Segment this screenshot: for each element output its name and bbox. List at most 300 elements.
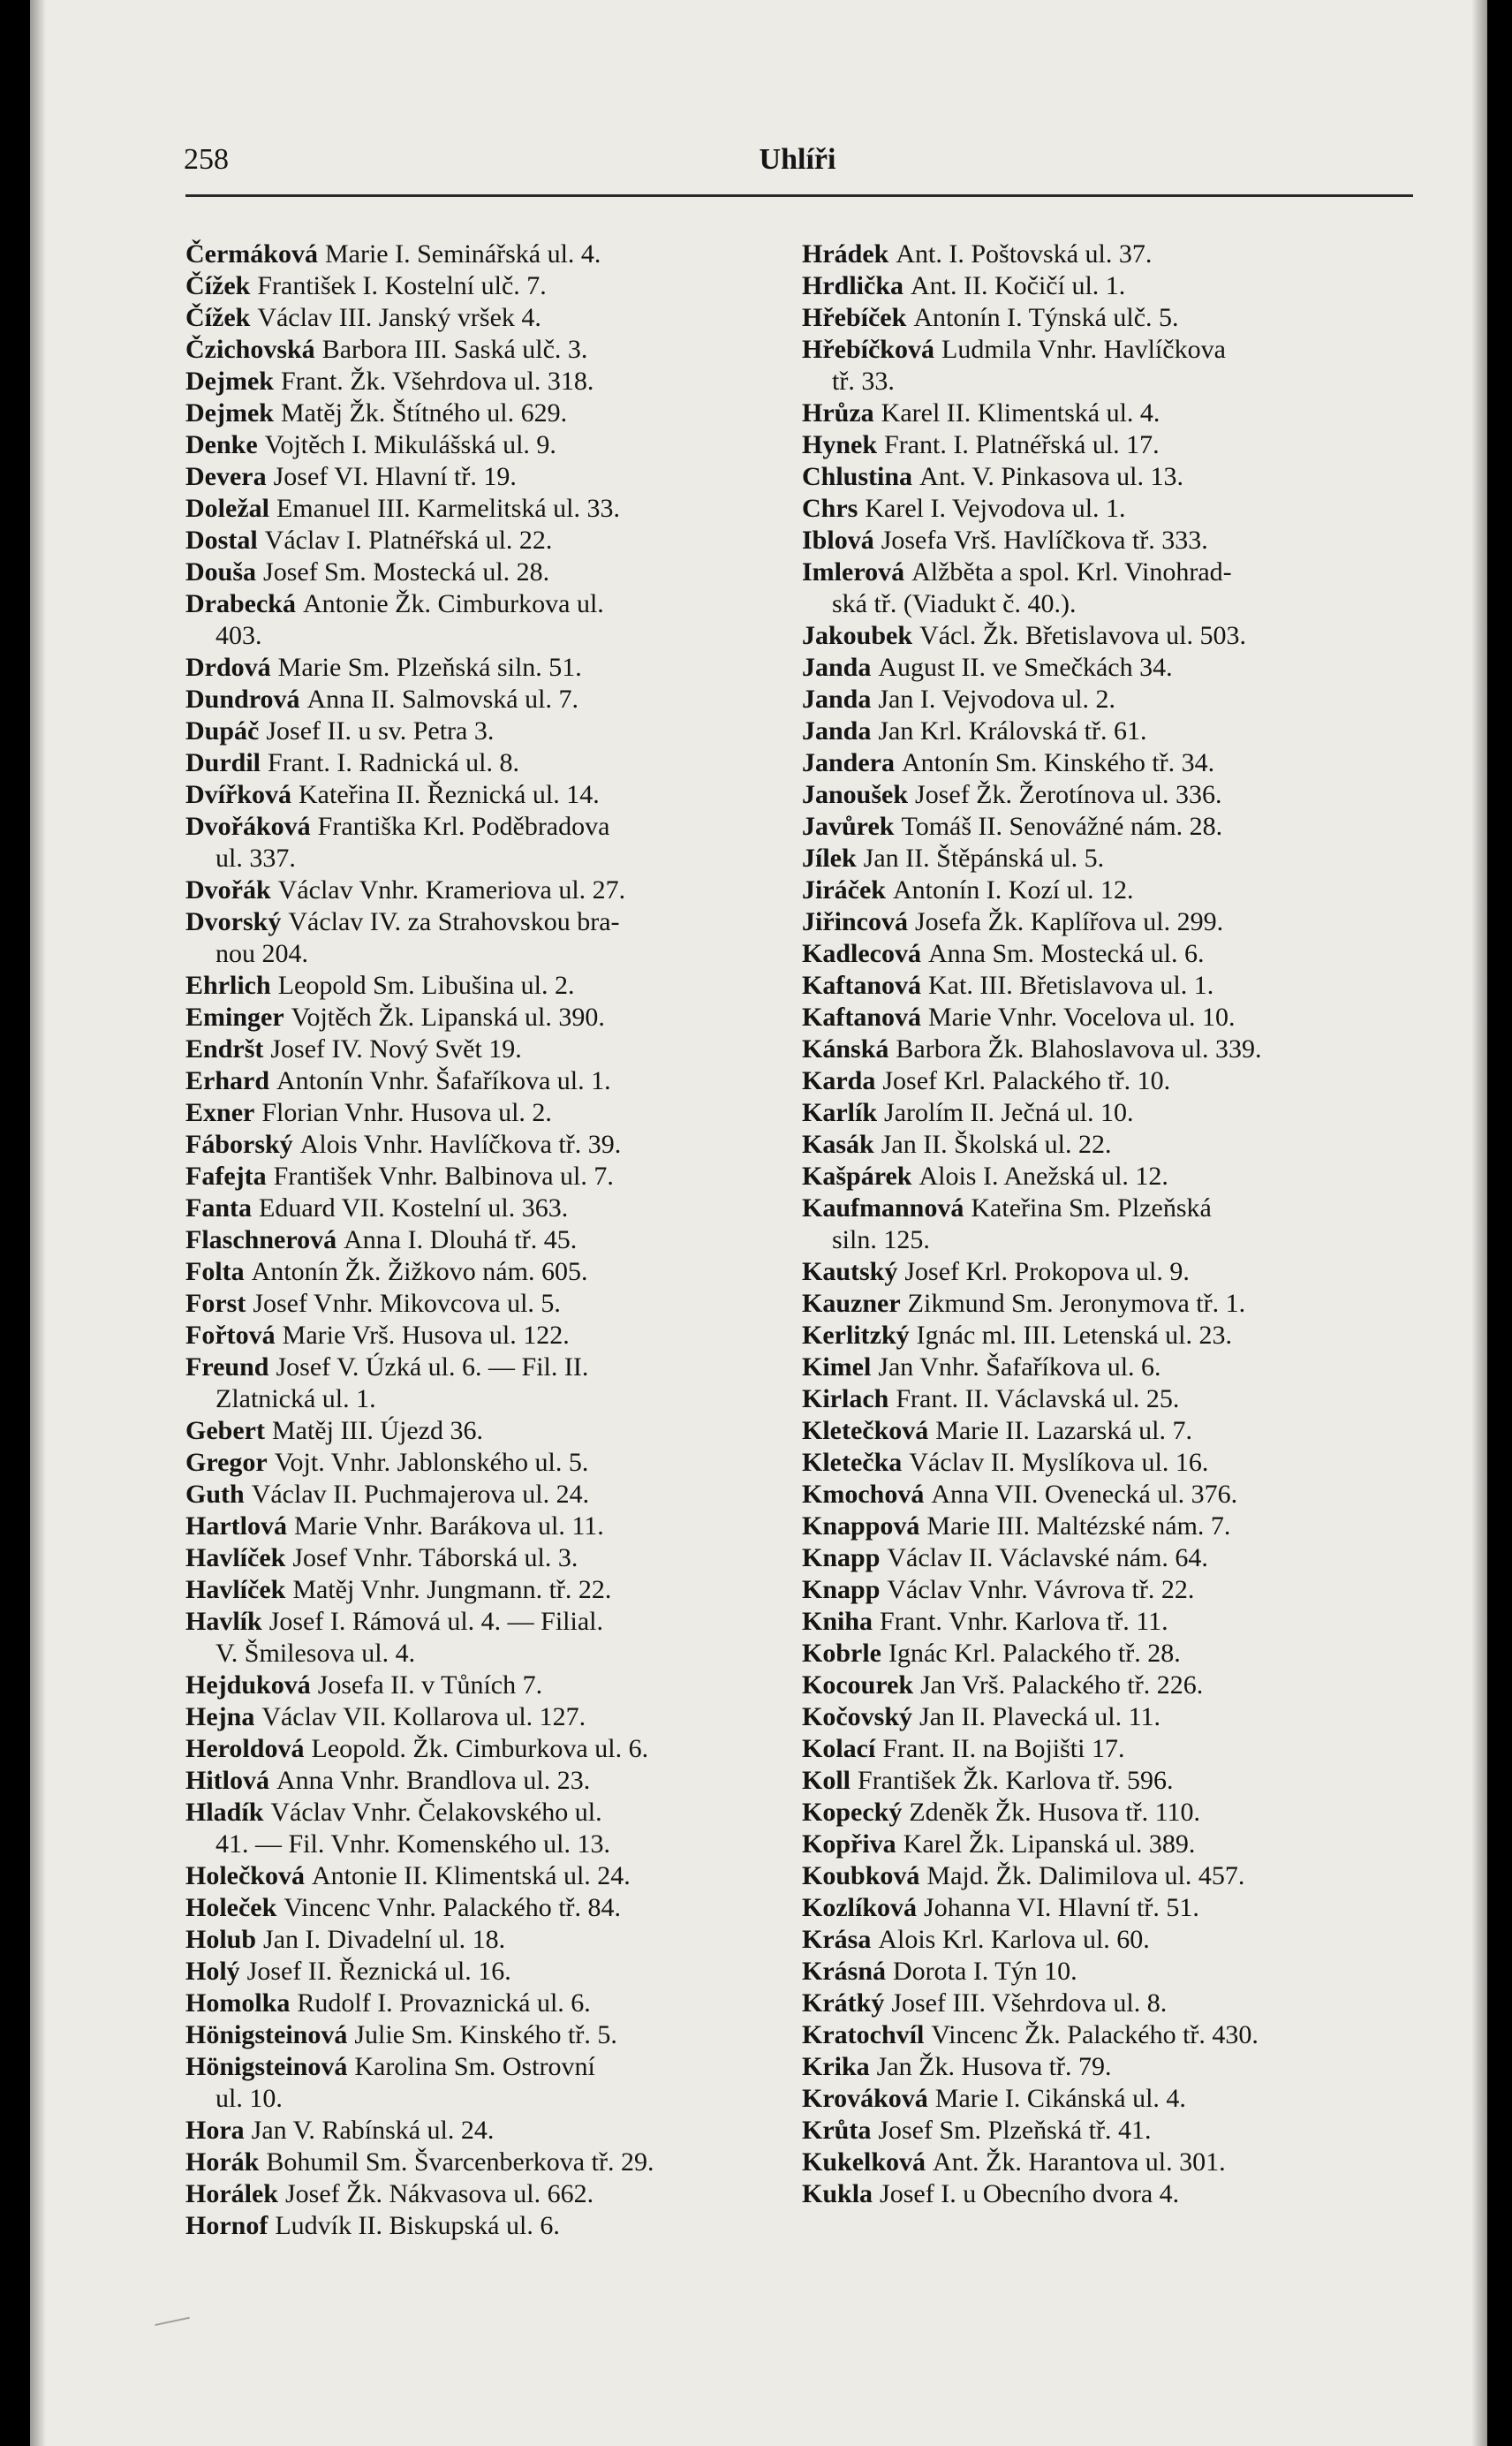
entry-details: Matěj Vnhr. Jungmann. tř. 22. bbox=[292, 1575, 612, 1604]
directory-entry bbox=[185, 1288, 786, 1320]
entry-details: Alois Krl. Karlova ul. 60. bbox=[878, 1925, 1150, 1954]
directory-entry bbox=[802, 1288, 1402, 1320]
directory-entry bbox=[185, 1924, 786, 1956]
entry-surname: Folta bbox=[185, 1257, 245, 1286]
directory-entry bbox=[802, 1733, 1402, 1765]
entry-details: Antonín I. Kozí ul. 12. bbox=[892, 875, 1134, 905]
directory-entry bbox=[802, 1670, 1402, 1701]
entry-details: Jan I. Divadelní ul. 18. bbox=[263, 1925, 506, 1954]
entry-surname: Krásná bbox=[802, 1957, 887, 1986]
entry-details: Dorota I. Týn 10. bbox=[893, 1957, 1077, 1986]
entry-surname: Kerlitzký bbox=[802, 1321, 910, 1350]
left-column bbox=[185, 239, 786, 2242]
entry-surname: Erhard bbox=[185, 1066, 270, 1095]
directory-entry bbox=[802, 1511, 1402, 1542]
entry-details: Florian Vnhr. Husova ul. 2. bbox=[261, 1098, 552, 1127]
entry-surname: Kocourek bbox=[802, 1670, 914, 1700]
entry-surname: Hejduková bbox=[185, 1670, 311, 1700]
entry-surname: Dvířková bbox=[185, 780, 291, 809]
directory-entry bbox=[802, 1924, 1402, 1956]
entry-details: Jan V. Rabínská ul. 24. bbox=[251, 2116, 495, 2145]
entry-details: Barbora Žk. Blahoslavova ul. 339. bbox=[896, 1034, 1262, 1064]
directory-entry bbox=[185, 334, 786, 366]
directory-entry bbox=[185, 588, 786, 652]
directory-entry bbox=[802, 1193, 1402, 1256]
directory-entry bbox=[185, 875, 786, 906]
entry-continuation: nou 204. bbox=[215, 939, 308, 968]
entry-surname: Fanta bbox=[185, 1193, 252, 1223]
entry-surname: Dejmek bbox=[185, 398, 274, 428]
entry-surname: Kmochová bbox=[802, 1480, 925, 1509]
book-page bbox=[30, 0, 1487, 2446]
entry-surname: Hornof bbox=[185, 2211, 268, 2240]
entry-details: Antonín Sm. Kinského tř. 34. bbox=[902, 748, 1215, 777]
directory-entry bbox=[802, 1701, 1402, 1733]
entry-surname: Horák bbox=[185, 2147, 260, 2177]
entry-details: Ant. V. Pinkasova ul. 13. bbox=[919, 462, 1183, 491]
directory-entry bbox=[802, 811, 1402, 843]
entry-surname: Kasák bbox=[802, 1130, 874, 1159]
entry-details: Josef Vnhr. Mikovcova ul. 5. bbox=[253, 1289, 561, 1318]
entry-surname: Exner bbox=[185, 1098, 255, 1127]
entry-details: Václ. Žk. Břetislavova ul. 503. bbox=[919, 621, 1246, 650]
entry-surname: Ehrlich bbox=[185, 971, 271, 1000]
entry-details: Josef V. Úzká ul. 6. — Fil. II. bbox=[276, 1352, 589, 1382]
entry-details: Ant. II. Kočičí ul. 1. bbox=[911, 271, 1126, 300]
entry-surname: Knappová bbox=[802, 1511, 920, 1541]
entry-details: Vojtěch Žk. Lipanská ul. 390. bbox=[291, 1003, 605, 1032]
entry-surname: Hitlová bbox=[185, 1766, 269, 1795]
directory-entry bbox=[185, 1479, 786, 1511]
entry-details: Jan II. Plavecká ul. 11. bbox=[919, 1702, 1160, 1731]
entry-surname: Chrs bbox=[802, 494, 858, 523]
entry-details: Josefa II. v Tůních 7. bbox=[317, 1670, 543, 1700]
entry-continuation: 403. bbox=[215, 621, 262, 650]
entry-surname: Krováková bbox=[802, 2084, 928, 2113]
directory-entry bbox=[185, 2147, 786, 2178]
directory-entry bbox=[802, 302, 1402, 334]
entry-details: Antonín I. Týnská ulč. 5. bbox=[913, 303, 1179, 332]
entry-surname: Koubková bbox=[802, 1861, 920, 1890]
entry-details: Rudolf I. Provaznická ul. 6. bbox=[297, 1988, 591, 2018]
entry-details: Vincenc Žk. Palackého tř. 430. bbox=[931, 2020, 1259, 2049]
entry-surname: Jandera bbox=[802, 748, 895, 777]
entry-surname: Krátký bbox=[802, 1988, 885, 2018]
entry-details: Karolina Sm. Ostrovní bbox=[354, 2052, 595, 2081]
entry-surname: Kukelková bbox=[802, 2147, 926, 2177]
entry-surname: Knapp bbox=[802, 1575, 881, 1604]
entry-surname: Kletečková bbox=[802, 1416, 929, 1445]
directory-entry bbox=[185, 2210, 786, 2242]
directory-entry bbox=[185, 525, 786, 557]
entry-details: Anna Sm. Mostecká ul. 6. bbox=[928, 939, 1205, 968]
entry-details: Ant. I. Poštovská ul. 37. bbox=[896, 239, 1153, 269]
directory-entry bbox=[185, 906, 786, 970]
directory-entry bbox=[802, 2115, 1402, 2147]
directory-entry bbox=[802, 1352, 1402, 1383]
entry-details: Václav I. Platnéřská ul. 22. bbox=[264, 526, 553, 555]
directory-entry bbox=[185, 461, 786, 493]
entry-surname: Jílek bbox=[802, 844, 857, 873]
entry-surname: Imlerová bbox=[802, 557, 905, 587]
entry-surname: Javůrek bbox=[802, 812, 895, 841]
entry-details: Josef Žk. Nákvasova ul. 662. bbox=[285, 2179, 594, 2208]
entry-details: Václav II. Myslíkova ul. 16. bbox=[909, 1448, 1209, 1477]
directory-entry bbox=[802, 1383, 1402, 1415]
entry-details: Josef I. u Obecního dvora 4. bbox=[880, 2179, 1180, 2208]
entry-details: Ignác Krl. Palackého tř. 28. bbox=[888, 1639, 1181, 1668]
directory-entry bbox=[802, 525, 1402, 557]
directory-entry bbox=[185, 779, 786, 811]
directory-entry bbox=[185, 1129, 786, 1161]
entry-surname: Kautský bbox=[802, 1257, 898, 1286]
entry-surname: Čzichovská bbox=[185, 335, 315, 364]
entry-details: Ant. Žk. Harantova ul. 301. bbox=[933, 2147, 1226, 2177]
directory-entry bbox=[185, 302, 786, 334]
entry-surname: Havlík bbox=[185, 1607, 262, 1636]
entry-surname: Holub bbox=[185, 1925, 257, 1954]
entry-details: Bohumil Sm. Švarcenberkova tř. 29. bbox=[266, 2147, 654, 2177]
entry-details: Jan Krl. Královská tř. 61. bbox=[878, 716, 1147, 746]
entry-surname: Hřebíčková bbox=[802, 335, 934, 364]
entry-details: Karel Žk. Lipanská ul. 389. bbox=[903, 1829, 1196, 1859]
directory-entry bbox=[185, 1511, 786, 1542]
directory-entry bbox=[802, 1988, 1402, 2019]
entry-details: Josef Krl. Prokopova ul. 9. bbox=[904, 1257, 1190, 1286]
entry-details: Josef I. Rámová ul. 4. — Filial. bbox=[268, 1607, 603, 1636]
directory-entry bbox=[185, 1860, 786, 1892]
directory-entry bbox=[185, 1956, 786, 1988]
entry-continuation: V. Šmilesova ul. 4. bbox=[215, 1639, 416, 1668]
entry-details: Frant. I. Platnéřská ul. 17. bbox=[884, 430, 1160, 459]
directory-entry bbox=[802, 239, 1402, 270]
directory-entry bbox=[802, 2178, 1402, 2210]
directory-entry bbox=[802, 1129, 1402, 1161]
entry-details: Johanna VI. Hlavní tř. 51. bbox=[924, 1893, 1199, 1922]
entry-surname: Eminger bbox=[185, 1003, 284, 1032]
entry-surname: Havlíček bbox=[185, 1575, 286, 1604]
entry-surname: Drdová bbox=[185, 653, 271, 682]
directory-entry bbox=[185, 1542, 786, 1574]
entry-details: Františka Krl. Poděbradova bbox=[317, 812, 610, 841]
directory-entry bbox=[185, 2019, 786, 2051]
directory-entry bbox=[185, 1193, 786, 1224]
entry-details: Leopold. Žk. Cimburkova ul. 6. bbox=[311, 1734, 649, 1763]
directory-entry bbox=[185, 1988, 786, 2019]
entry-continuation: tř. 33. bbox=[832, 367, 895, 396]
entry-details: Zdeněk Žk. Husova tř. 110. bbox=[909, 1798, 1200, 1827]
directory-entry bbox=[802, 1606, 1402, 1638]
directory-entry bbox=[802, 1256, 1402, 1288]
entry-details: August II. ve Smečkách 34. bbox=[878, 653, 1173, 682]
entry-details: Marie I. Cikánská ul. 4. bbox=[934, 2084, 1186, 2113]
entry-details: Anna VII. Ovenecká ul. 376. bbox=[931, 1480, 1238, 1509]
entry-surname: Fořtová bbox=[185, 1321, 276, 1350]
entry-surname: Kolací bbox=[802, 1734, 876, 1763]
directory-entry bbox=[802, 1097, 1402, 1129]
entry-surname: Iblová bbox=[802, 526, 874, 555]
directory-entry bbox=[185, 1447, 786, 1479]
entry-details: Marie I. Seminářská ul. 4. bbox=[324, 239, 601, 269]
entry-surname: Kratochvíl bbox=[802, 2020, 925, 2049]
entry-surname: Flaschnerová bbox=[185, 1225, 337, 1254]
entry-surname: Dejmek bbox=[185, 367, 274, 396]
directory-entry bbox=[802, 779, 1402, 811]
entry-continuation: Zlatnická ul. 1. bbox=[215, 1384, 376, 1413]
directory-entry bbox=[185, 429, 786, 461]
page-header bbox=[184, 143, 1411, 186]
entry-details: Antonín Vnhr. Šafaříkova ul. 1. bbox=[276, 1066, 611, 1095]
entry-details: Karel I. Vejvodova ul. 1. bbox=[865, 494, 1126, 523]
entry-surname: Karda bbox=[802, 1066, 876, 1095]
entry-surname: Holečková bbox=[185, 1861, 305, 1890]
entry-surname: Koll bbox=[802, 1766, 851, 1795]
entry-details: Majd. Žk. Dalimilova ul. 457. bbox=[926, 1861, 1245, 1890]
entry-surname: Kánská bbox=[802, 1034, 889, 1064]
entry-surname: Guth bbox=[185, 1480, 245, 1509]
entry-surname: Čížek bbox=[185, 271, 251, 300]
directory-entry bbox=[802, 875, 1402, 906]
entry-continuation: ská tř. (Viadukt č. 40.). bbox=[832, 589, 1077, 618]
entry-surname: Jakoubek bbox=[802, 621, 913, 650]
entry-details: Emanuel III. Karmelitská ul. 33. bbox=[276, 494, 621, 523]
entry-details: Václav Vnhr. Vávrova tř. 22. bbox=[887, 1575, 1195, 1604]
entry-details: Matěj Žk. Štítného ul. 629. bbox=[280, 398, 568, 428]
entry-surname: Krika bbox=[802, 2052, 870, 2081]
entry-details: Jarolím II. Ječná ul. 10. bbox=[884, 1098, 1134, 1127]
entry-surname: Dupáč bbox=[185, 716, 260, 746]
directory-entry bbox=[185, 1415, 786, 1447]
entry-details: Marie Vnhr. Barákova ul. 11. bbox=[293, 1511, 604, 1541]
entry-surname: Fáborský bbox=[185, 1130, 293, 1159]
entry-surname: Karlík bbox=[802, 1098, 878, 1127]
entry-details: Václav III. Janský vršek 4. bbox=[257, 303, 541, 332]
entry-details: František Žk. Karlova tř. 596. bbox=[858, 1766, 1174, 1795]
entry-surname: Devera bbox=[185, 462, 267, 491]
entry-surname: Kirlach bbox=[802, 1384, 889, 1413]
page-number: 258 bbox=[184, 143, 229, 176]
entry-details: Frant. II. Václavská ul. 25. bbox=[896, 1384, 1180, 1413]
directory-entry bbox=[802, 620, 1402, 652]
entry-surname: Fafejta bbox=[185, 1162, 267, 1191]
entry-surname: Freund bbox=[185, 1352, 269, 1382]
directory-entry bbox=[185, 1765, 786, 1797]
entry-details: Jan Vrš. Palackého tř. 226. bbox=[920, 1670, 1204, 1700]
directory-entry bbox=[185, 1224, 786, 1256]
entry-details: Václav VII. Kollarova ul. 127. bbox=[261, 1702, 586, 1731]
directory-entry bbox=[185, 493, 786, 525]
entry-surname: Kimel bbox=[802, 1352, 872, 1382]
entry-surname: Čížek bbox=[185, 303, 251, 332]
entry-surname: Hönigsteinová bbox=[185, 2020, 348, 2049]
directory-entry bbox=[185, 1606, 786, 1670]
directory-entry bbox=[185, 1097, 786, 1129]
directory-entry bbox=[185, 1892, 786, 1924]
entry-details: Václav Vnhr. Čelakovského ul. bbox=[270, 1798, 602, 1827]
entry-surname: Gregor bbox=[185, 1448, 268, 1477]
entry-details: Zikmund Sm. Jeronymova tř. 1. bbox=[907, 1289, 1246, 1318]
entry-details: Vojtěch I. Mikulášská ul. 9. bbox=[264, 430, 556, 459]
directory-entry bbox=[185, 1065, 786, 1097]
directory-entry bbox=[802, 398, 1402, 429]
directory-entry bbox=[802, 2083, 1402, 2115]
directory-entry bbox=[802, 461, 1402, 493]
directory-entry bbox=[802, 2051, 1402, 2083]
entry-surname: Douša bbox=[185, 557, 257, 587]
entry-surname: Kozlíková bbox=[802, 1893, 918, 1922]
directory-entry bbox=[185, 239, 786, 270]
entry-surname: Hřebíček bbox=[802, 303, 907, 332]
entry-details: Kat. III. Břetislavova ul. 1. bbox=[928, 971, 1214, 1000]
directory-entry bbox=[802, 334, 1402, 398]
directory-entry bbox=[802, 1161, 1402, 1193]
entry-details: Václav II. Václavské nám. 64. bbox=[887, 1543, 1208, 1572]
directory-entry bbox=[185, 1034, 786, 1065]
entry-details: Frant. I. Radnická ul. 8. bbox=[268, 748, 519, 777]
entry-surname: Endršt bbox=[185, 1034, 264, 1064]
entry-surname: Kaufmannová bbox=[802, 1193, 964, 1223]
directory-entry bbox=[802, 1574, 1402, 1606]
directory-entry bbox=[802, 429, 1402, 461]
entry-surname: Hynek bbox=[802, 430, 878, 459]
entry-surname: Janda bbox=[802, 716, 872, 746]
directory-entry bbox=[185, 652, 786, 684]
header-rule bbox=[185, 194, 1413, 197]
directory-entry bbox=[802, 1542, 1402, 1574]
entry-details: Josef Žk. Žerotínova ul. 336. bbox=[915, 780, 1222, 809]
entry-details: Anna Vnhr. Brandlova ul. 23. bbox=[276, 1766, 591, 1795]
directory-entry bbox=[185, 398, 786, 429]
entry-surname: Heroldová bbox=[185, 1734, 305, 1763]
entry-surname: Dundrová bbox=[185, 685, 300, 714]
entry-details: Jan I. Vejvodova ul. 2. bbox=[878, 685, 1115, 714]
entry-surname: Dvorský bbox=[185, 907, 282, 936]
entry-surname: Kaftanová bbox=[802, 1003, 921, 1032]
entry-surname: Drabecká bbox=[185, 589, 296, 618]
entry-surname: Gebert bbox=[185, 1416, 265, 1445]
entry-details: Josef III. Všehrdova ul. 8. bbox=[891, 1988, 1168, 2018]
directory-entry bbox=[185, 557, 786, 588]
entry-surname: Jiráček bbox=[802, 875, 886, 905]
entry-details: Marie III. Maltézské nám. 7. bbox=[926, 1511, 1231, 1541]
entry-surname: Doležal bbox=[185, 494, 269, 523]
entry-details: Antonín Žk. Žižkovo nám. 605. bbox=[251, 1257, 588, 1286]
entry-details: Jan Žk. Husova tř. 79. bbox=[876, 2052, 1112, 2081]
entry-details: Alžběta a spol. Krl. Vinohrad- bbox=[911, 557, 1232, 587]
entry-continuation: 41. — Fil. Vnhr. Komenského ul. 13. bbox=[215, 1829, 610, 1859]
entry-details: Frant. Žk. Všehrdova ul. 318. bbox=[280, 367, 594, 396]
entry-surname: Kauzner bbox=[802, 1289, 901, 1318]
directory-entry bbox=[802, 1829, 1402, 1860]
entry-surname: Hrdlička bbox=[802, 271, 904, 300]
entry-details: Josef IV. Nový Svět 19. bbox=[270, 1034, 522, 1064]
directory-entry bbox=[185, 747, 786, 779]
entry-surname: Kobrle bbox=[802, 1639, 881, 1668]
entry-surname: Holeček bbox=[185, 1893, 277, 1922]
directory-entry bbox=[185, 1320, 786, 1352]
directory-entry bbox=[802, 1638, 1402, 1670]
directory-entry bbox=[802, 1320, 1402, 1352]
entry-details: Vincenc Vnhr. Palackého tř. 84. bbox=[284, 1893, 622, 1922]
entry-surname: Hrádek bbox=[802, 239, 889, 269]
directory-entry bbox=[185, 1670, 786, 1701]
directory-entry bbox=[802, 1065, 1402, 1097]
directory-entry bbox=[802, 652, 1402, 684]
entry-details: František I. Kostelní ulč. 7. bbox=[257, 271, 547, 300]
directory-entry bbox=[802, 2147, 1402, 2178]
entry-details: Julie Sm. Kinského tř. 5. bbox=[354, 2020, 617, 2049]
entry-details: Jan II. Školská ul. 22. bbox=[881, 1130, 1112, 1159]
entry-details: Eduard VII. Kostelní ul. 363. bbox=[259, 1193, 569, 1223]
entry-details: Matěj III. Újezd 36. bbox=[271, 1416, 484, 1445]
entry-surname: Knapp bbox=[802, 1543, 881, 1572]
directory-entry bbox=[185, 1574, 786, 1606]
directory-entry bbox=[802, 1447, 1402, 1479]
entry-surname: Kletečka bbox=[802, 1448, 903, 1477]
entry-details: Jan II. Štěpánská ul. 5. bbox=[863, 844, 1105, 873]
directory-entry bbox=[802, 970, 1402, 1002]
directory-entry bbox=[802, 1797, 1402, 1829]
entry-details: Antonie II. Klimentská ul. 24. bbox=[312, 1861, 631, 1890]
entry-details: Josef Sm. Mostecká ul. 28. bbox=[263, 557, 550, 587]
directory-entry bbox=[185, 270, 786, 302]
directory-entry bbox=[802, 906, 1402, 938]
entry-details: Josefa Žk. Kaplířova ul. 299. bbox=[915, 907, 1224, 936]
entry-surname: Dvořáková bbox=[185, 812, 311, 841]
directory-entry bbox=[802, 1765, 1402, 1797]
right-column bbox=[802, 239, 1402, 2210]
entry-details: Marie Vrš. Husova ul. 122. bbox=[282, 1321, 570, 1350]
directory-entry bbox=[185, 2178, 786, 2210]
entry-details: Anna II. Salmovská ul. 7. bbox=[306, 685, 578, 714]
page-title: Uhlíři bbox=[759, 143, 836, 176]
directory-entry bbox=[802, 938, 1402, 970]
directory-entry bbox=[802, 1034, 1402, 1065]
directory-entry bbox=[185, 684, 786, 716]
directory-entry bbox=[185, 366, 786, 398]
entry-details: Josef Vnhr. Táborská ul. 3. bbox=[292, 1543, 578, 1572]
entry-details: Josefa Vrš. Havlíčkova tř. 333. bbox=[881, 526, 1208, 555]
directory-entry bbox=[185, 1002, 786, 1034]
entry-details: Josef Krl. Palackého tř. 10. bbox=[882, 1066, 1171, 1095]
entry-details: Kateřina Sm. Plzeňská bbox=[971, 1193, 1212, 1223]
entry-surname: Čermáková bbox=[185, 239, 318, 269]
entry-details: Anna I. Dlouhá tř. 45. bbox=[344, 1225, 578, 1254]
entry-surname: Horálek bbox=[185, 2179, 278, 2208]
entry-continuation: ul. 337. bbox=[215, 844, 296, 873]
entry-details: Kateřina II. Řeznická ul. 14. bbox=[299, 780, 600, 809]
entry-surname: Holý bbox=[185, 1957, 240, 1986]
entry-details: Leopold Sm. Libušina ul. 2. bbox=[277, 971, 575, 1000]
entry-surname: Hladík bbox=[185, 1798, 264, 1827]
directory-entry bbox=[185, 2115, 786, 2147]
entry-details: Karel II. Klimentská ul. 4. bbox=[881, 398, 1160, 428]
entry-details: Václav II. Puchmajerova ul. 24. bbox=[251, 1480, 590, 1509]
entry-surname: Chlustina bbox=[802, 462, 913, 491]
entry-surname: Kadlecová bbox=[802, 939, 921, 968]
directory-entry bbox=[185, 1352, 786, 1415]
entry-details: Marie Vnhr. Vocelova ul. 10. bbox=[928, 1003, 1236, 1032]
entry-details: Antonie Žk. Cimburkova ul. bbox=[302, 589, 604, 618]
entry-details: Alois Vnhr. Havlíčkova tř. 39. bbox=[299, 1130, 622, 1159]
directory-entry bbox=[185, 970, 786, 1002]
entry-details: Václav Vnhr. Krameriova ul. 27. bbox=[277, 875, 626, 905]
entry-details: Marie II. Lazarská ul. 7. bbox=[935, 1416, 1192, 1445]
directory-entry bbox=[185, 2051, 786, 2115]
directory-entry bbox=[802, 684, 1402, 716]
directory-entry bbox=[185, 1161, 786, 1193]
entry-surname: Kopřiva bbox=[802, 1829, 896, 1859]
